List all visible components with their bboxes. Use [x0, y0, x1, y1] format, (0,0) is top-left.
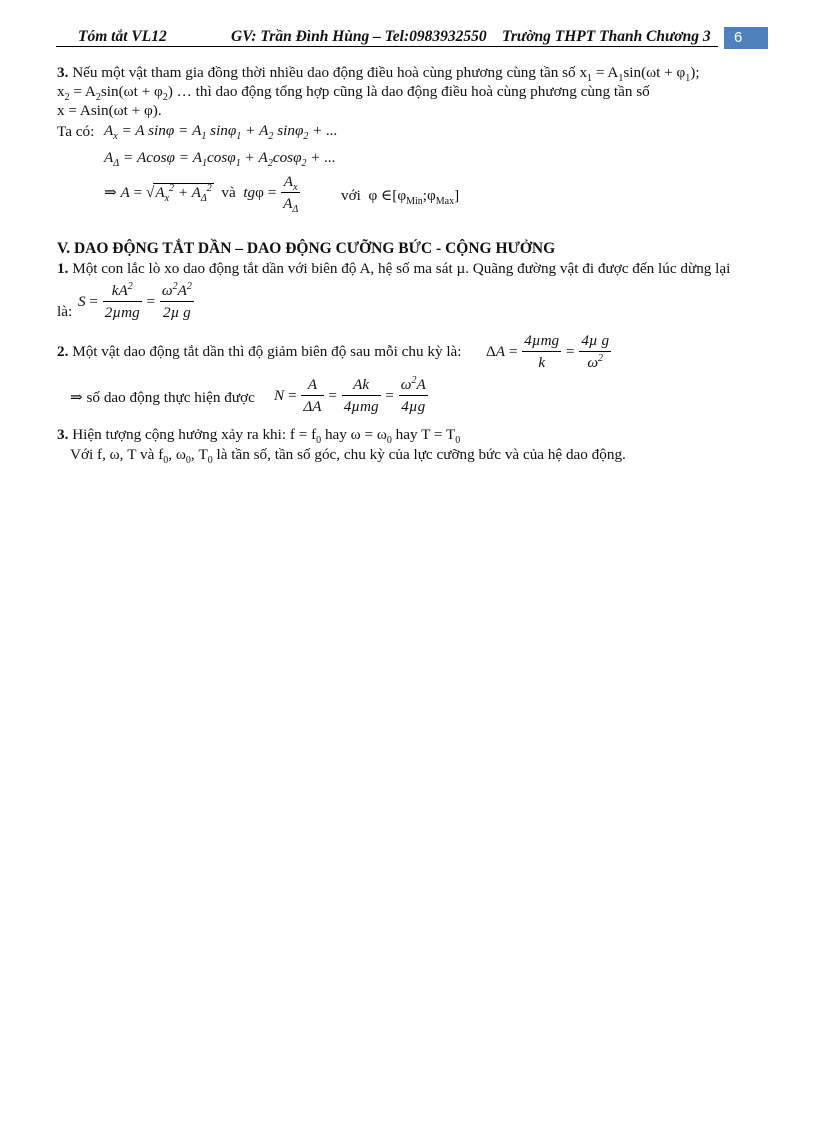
equation-distance: S = $\frac{kA^2}{\text{2µmg}}$ = $\frac{\omega^2A^2}{\text{2µ g}}$ [78, 280, 192, 321]
taco-label: Ta có: [57, 123, 95, 140]
header-rule [56, 46, 718, 47]
equation-adelta: $A_\Delta = Acos\varphi = A_1\cos\varphi_1 + A_2\cos\varphi_2$ + ... [104, 149, 336, 170]
header-subject: Tóm tắt VL12 [78, 28, 167, 45]
item3-line1: 3. Nếu một vật tham gia đồng thời nhiều dao động điều hoà cùng phương cùng tần số $x_1 = A_1\sin(\omega t + \varphi_1)$; [57, 64, 700, 85]
equation-ax: $A_x = A$ $\sin\varphi = A_1$ $\sin\varphi_1 + A_2$ sinφ$_2$ + ... [104, 122, 338, 143]
section-v-item1-label: là: [57, 303, 73, 320]
section-v-item3: 3. Hiện tượng cộng hưởng xảy ra khi: $f = f_0$ hay $\omega = \omega_0$ hay $T = T_0$ [57, 426, 461, 447]
section-v-heading: V. DAO ĐỘNG TẮT DẦN – DAO ĐỘNG CƯỠNG BỨC - CỘNG HƯỞNG [57, 240, 556, 257]
header-teacher: GV: Trần Đình Hùng – Tel:0983932550 [231, 28, 487, 45]
equation-oscillation-count: N = $\frac{A}{\Delta A}$ = $\frac{Ak}{\text{4µmg}}$ = $\frac{\omega^2A}{\text{4µg}}$ [274, 374, 426, 415]
item3-line2: $x_2 = A_2\sin(\omega t + \varphi_2)$ … thì dao động tổng hợp cũng là dao động điều hoà cùng phương cùng tần số [57, 83, 650, 104]
page-header [56, 24, 768, 48]
page-number: 6 [724, 27, 768, 49]
header-school: Trường THPT Thanh Chương 3 [502, 28, 711, 45]
equation-amplitude-decrease: ΔA = $\frac{\text{4µmg}}{k}$ = $\frac{\text{4µ g}}{\omega^2}$ [486, 332, 610, 371]
section-v-item2: 2. Một vật dao động tắt dần thì độ giảm biên độ sau mỗi chu kỳ là: [57, 343, 462, 360]
section-v-oscillation-count: ⇒ số dao động thực hiện được [70, 389, 255, 406]
section-v-item3-note: Với f, ω, T và $f_0$, $\omega_0$, $T_0$ là tần số, tần số góc, chu kỳ của lực cưỡng bức và của hệ dao động. [70, 446, 626, 467]
phase-range: với φ $\in[\varphi_{Min};\varphi_{Max}]$ [341, 187, 460, 208]
equation-amplitude: ⇒ $A = √A_x^2 + A_\Delta^2$ và tgφ = $\frac{A_x}{A_\Delta}$ [104, 173, 299, 216]
item3-line3: x = Asin(ωt + φ). [57, 102, 162, 119]
section-v-item1: 1. Một con lắc lò xo dao động tắt dần với biên độ A, hệ số ma sát µ. Quãng đường vật đi được đến lúc dừng lại [57, 260, 731, 277]
